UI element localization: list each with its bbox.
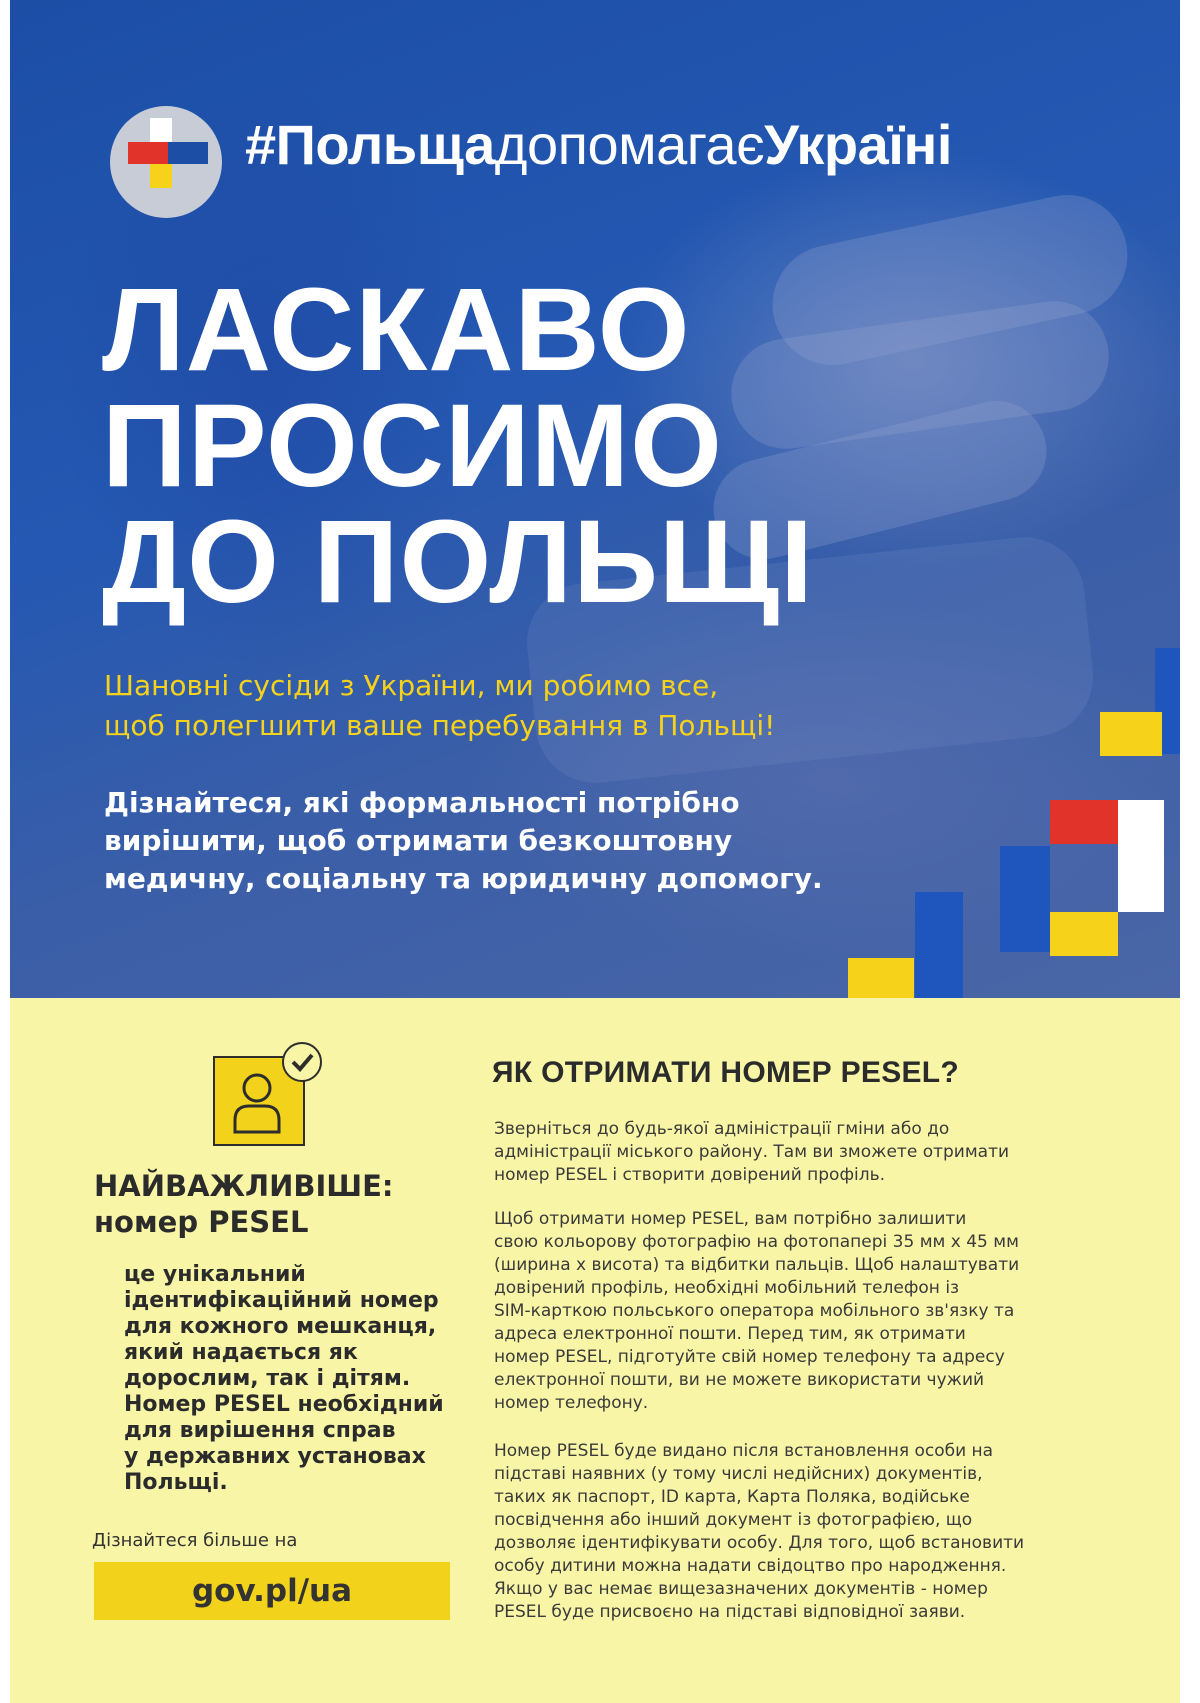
flyer-sheet (10, 0, 1180, 1703)
pesel-paragraph-3: Номер PESEL буде видано після встановлення особи на підставі наявних (у тому числі недійсних) документів, таких як паспорт, ID карта, Карта Поляка, водійське посвідчення або інший документ із фотографією, що дозволяє ідентифікувати особу. Для того, щоб встановити особу дитини можна надати свідоцтво про народження. Якщо у вас немає вищезазначених документів - номер PESEL буде присвоєно на підставі відповідної заяви. (494, 1441, 1025, 1622)
campaign-hashtag: #ПольщадопомагаєУкраїні (245, 113, 952, 176)
headline-line: ДО ПОЛЬЩІ (102, 496, 814, 628)
decor-square-blue (1000, 846, 1050, 952)
decor-square-yellow (1050, 912, 1118, 956)
headline-line: ПРОСИМО (102, 380, 723, 512)
greeting-text: Шановні сусіди з України, ми робимо все, щоб полегшити ваше перебування в Польщі! (104, 669, 776, 742)
pesel-section (492, 1056, 1112, 1622)
page-title (102, 264, 1002, 628)
decor-square-white (1118, 800, 1164, 912)
decor-square-yellow (1100, 712, 1162, 756)
pesel-title: ЯК ОТРИМАТИ НОМЕР PESEL? (492, 1056, 960, 1089)
headline-line: ЛАСКАВО (102, 264, 691, 396)
check-badge-icon (282, 1042, 322, 1082)
important-section (94, 1168, 474, 1495)
learn-more-label: Дізнайтеся більше на (92, 1530, 298, 1551)
important-title: НАЙВАЖЛИВІШЕ: номер PESEL (94, 1169, 394, 1239)
gov-website-link[interactable]: gov.pl/ua (94, 1562, 450, 1620)
decor-square-blue (915, 892, 963, 998)
pesel-paragraph-1: Зверніться до будь-якої адміністрації гміни або до адміністрації міського району. Там ви зможете отримати номер PESEL і створити довірений профіль. (494, 1119, 1010, 1185)
campaign-logo-icon (110, 106, 222, 218)
hero-banner (10, 0, 1180, 998)
pesel-paragraph-2: Щоб отримати номер PESEL, вам потрібно залишити свою кольорову фотографію на фотопапері 35 мм x 45 мм (ширина x висота) та відбитки пальців. Щоб налаштувати довірений профіль, необхідні мобільний телефон із SIM-карткою польського оператора мобільного зв'язку та адреса електронної пошти. Перед тим, як отримати номер PESEL, підготуйте свій номер телефону та адресу електронної пошти, ви не можете використати чужий номер телефону. (494, 1209, 1020, 1413)
important-body: це унікальний ідентифікаційний номер для кожного мешканця, який надається як дорослим, так і дітям. Номер PESEL необхідний для вирішення справ у державних установах Польщі. (124, 1262, 444, 1495)
decor-square-yellow (848, 958, 914, 998)
decor-square-red (1050, 800, 1118, 844)
formalities-text: Дізнайтеся, які формальності потрібно вирішити, щоб отримати безкоштовну медичну, соціальну та юридичну допомогу. (104, 786, 823, 895)
